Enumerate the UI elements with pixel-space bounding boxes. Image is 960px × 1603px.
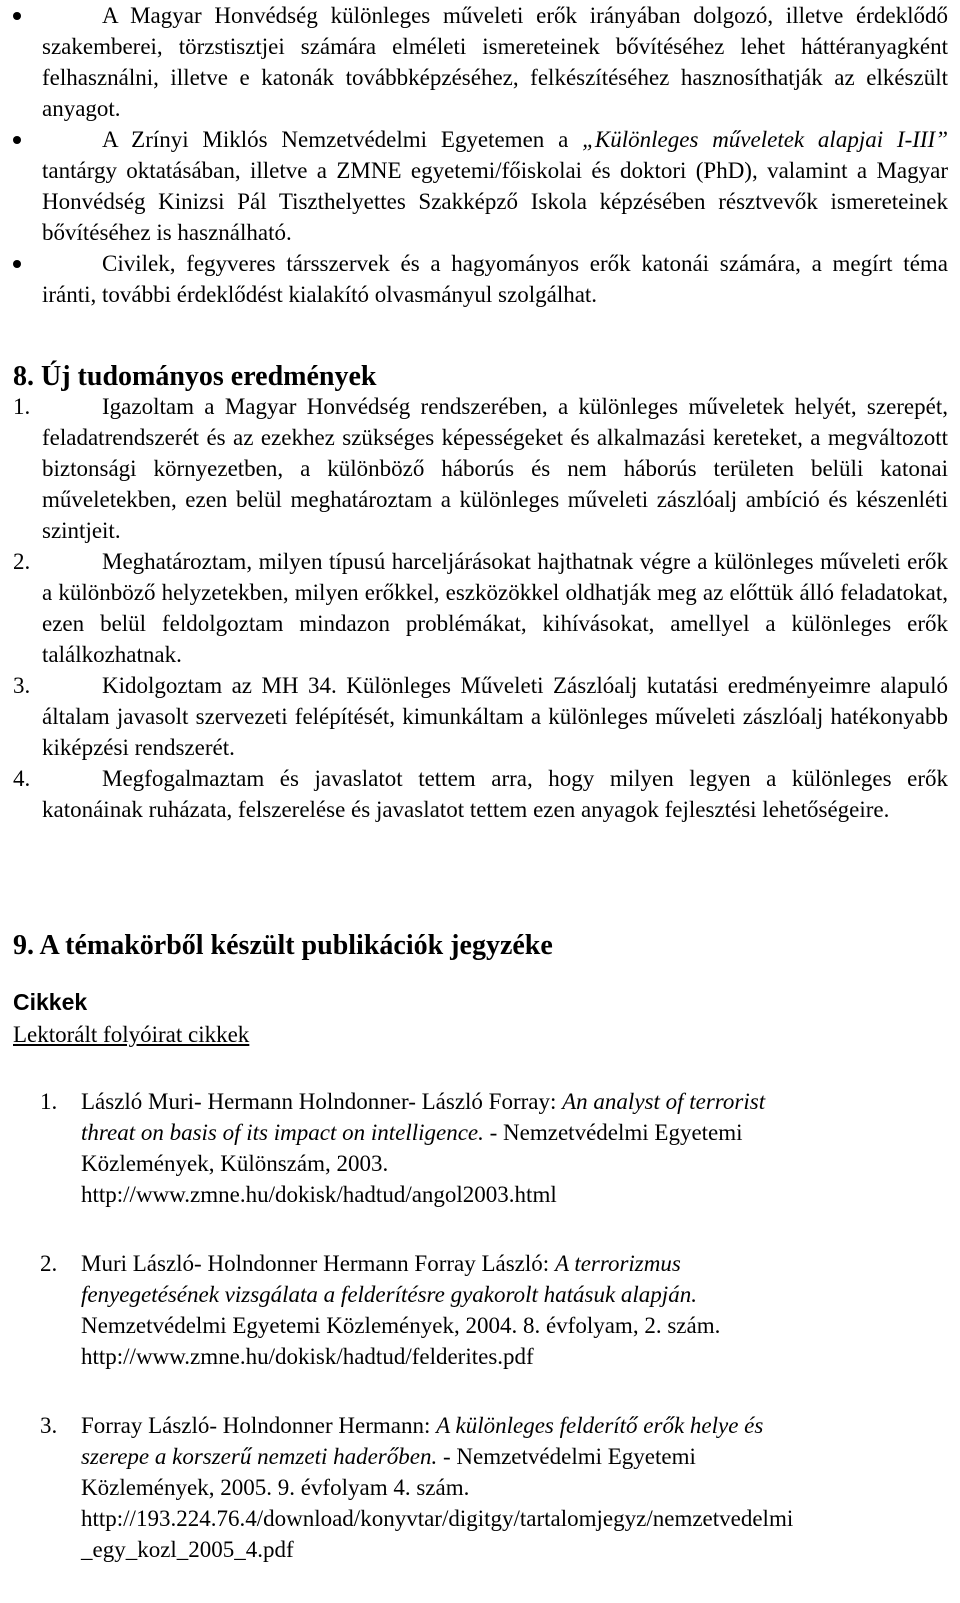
section-heading: 8. Új tudományos eredmények: [13, 361, 377, 392]
publication-link[interactable]: http://193.224.76.4/download/konyvtar/digitgy/tartalomjegyz/nemzetvedelmi: [81, 1506, 794, 1531]
bullet-dot-icon: [13, 136, 21, 144]
publication-link-continued[interactable]: _egy_kozl_2005_4.pdf: [81, 1537, 294, 1562]
bullet-dot-icon: [13, 260, 21, 268]
bullet-item: Civilek, fegyveres társszervek és a hagyományos erők katonái számára, a megírt téma iránti, további érdeklődést kialakító olvasmányul szolgálhat.: [13, 248, 948, 310]
publication-link[interactable]: http://www.zmne.hu/dokisk/hadtud/felderites.pdf: [81, 1344, 534, 1369]
category-label: Lektorált folyóirat cikkek: [13, 1022, 250, 1047]
results-list: [13, 391, 948, 825]
subsection-heading: Cikkek: [13, 989, 88, 1015]
list-item: 1. Igazoltam a Magyar Honvédség rendszerében, a különleges műveletek helyét, szerepét, feladatrendszerét és az ezekhez szükséges képességeket és alkalmazási kereteket, a megváltozott biztonsági környezetben, a különböző háborús és nem háborús területen belüli katonai műveletekben, ezen belül meghatároztam a különleges műveleti zászlóalj ambíció és készenléti szintjeit.: [13, 394, 948, 543]
publication-item: 1. László Muri- Hermann Holndonner- László Forray: An analyst of terrorist threat on basis of its impact on intelligence. - Nemzetvédelmi Egyetemi Közlemények, Különszám, 2003. http://www.zmne.hu/dokisk/hadtud/angol2003.html: [40, 1086, 910, 1210]
usage-bullet-list: [13, 0, 948, 310]
list-item: 4. Megfogalmaztam és javaslatot tettem arra, hogy milyen legyen a különleges erők katonáinak ruházata, felszerelése és javaslatot tettem ezen anyagok fejlesztési lehetőségeire.: [13, 766, 948, 822]
publication-item: 2. Muri László- Holndonner Hermann Forray László: A terrorizmus fenyegetésének vizsgálata a felderítésre gyakorolt hatásuk alapján. Nemzetvédelmi Egyetemi Közlemények, 2004. 8. évfolyam, 2. szám. http://www.zmne.hu/dokisk/hadtud/felderites.pdf: [40, 1248, 910, 1372]
publication-list: [40, 1086, 910, 1565]
bullet-dot-icon: [13, 12, 21, 20]
list-item: 3. Kidolgoztam az MH 34. Különleges Műveleti Zászlóalj kutatási eredményeimre alapuló általam javasolt szervezeti felépítését, kimunkáltam a különleges műveleti zászlóalj hatékonyabb kiképzési rendszerét.: [13, 673, 948, 760]
course-title: „Különleges műveletek alapjai I-III”: [582, 127, 948, 152]
list-item: 2. Meghatároztam, milyen típusú harceljárásokat hajthatnak végre a különleges műveleti erők a különböző helyzetekben, milyen erőkkel, eszközökkel oldhatják meg az előttük álló feladatokat, ezen belül feldolgoztam mindazon problémákat, kihívásokat, amellyel a különleges erők találkozhatnak.: [13, 549, 948, 667]
publication-link[interactable]: http://www.zmne.hu/dokisk/hadtud/angol2003.html: [81, 1182, 557, 1207]
bullet-item: A Zrínyi Miklós Nemzetvédelmi Egyetemen a „Különleges műveletek alapjai I-III” tantárgy oktatásában, illetve a ZMNE egyetemi/főiskolai és doktori (PhD), valamint a Magyar Honvédség Kinizsi Pál Tiszthelyettes Szakképző Iskola képzésében résztvevők ismereteinek bővítéséhez is használható.: [13, 124, 948, 248]
bullet-item: A Magyar Honvédség különleges műveleti erők irányában dolgozó, illetve érdeklődő szakemberei, törzstisztjei számára elméleti ismereteinek bővítéséhez lehet háttéranyagként felhasználni, illetve e katonák továbbképzéséhez, felkészítéséhez hasznosíthatják az elkészült anyagot.: [13, 0, 948, 124]
section-heading: 9. A témakörből készült publikációk jegyzéke: [13, 930, 553, 961]
publication-item: 3. Forray László- Holndonner Hermann: A különleges felderítő erők helye és szerepe a korszerű nemzeti haderőben. - Nemzetvédelmi Egyetemi Közlemények, 2005. 9. évfolyam 4. szám. http://193.224.76.4/download/konyvtar/digitgy/tartalomjegyz/nemzetvedelmi _egy_kozl_2005_4.pdf: [40, 1410, 910, 1565]
